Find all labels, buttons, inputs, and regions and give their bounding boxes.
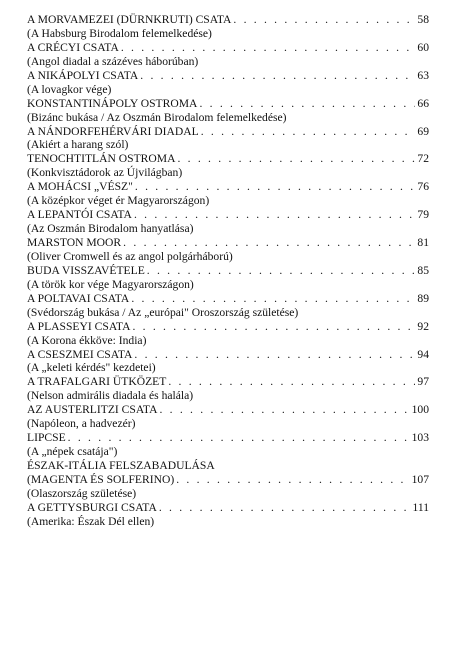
toc-entry	[27, 13, 429, 41]
toc-entry	[27, 97, 429, 125]
toc-entry-row	[27, 264, 429, 278]
dot-leader	[159, 501, 411, 515]
toc-entry-page: 81	[417, 236, 429, 249]
toc-entry-subtitle: (A Korona ékköve: India)	[27, 333, 147, 347]
toc-entry-subtitle: (A „népek csatája")	[27, 445, 118, 459]
toc-entry-subtitle: (A középkor véget ér Magyarországon)	[27, 194, 210, 208]
toc-entry-row	[27, 375, 429, 389]
toc-entry-title: A CRÉCYI CSATA	[27, 40, 119, 54]
toc-entry-title: A NÁNDORFEHÉRVÁRI DIADAL	[27, 124, 199, 138]
toc-entry-subtitle: (Konkvisztádorok az Újvilágban)	[27, 166, 183, 180]
dot-leader	[123, 236, 415, 250]
toc-entry-title: A POLTAVAI CSATA	[27, 291, 130, 305]
toc-entry-subtitle: (Bizánc bukása / Az Oszmán Birodalom felemelkedése)	[27, 110, 287, 124]
toc-entry-row	[27, 320, 429, 334]
toc-entry-page: 79	[417, 208, 429, 222]
toc-entry-title: A CSESZMEI CSATA	[27, 347, 133, 361]
dot-leader	[201, 125, 416, 139]
toc-entry-row	[27, 348, 429, 362]
toc-entry-row	[27, 152, 429, 166]
toc-entry-subtitle: (A Habsburg Birodalom felemelkedése)	[27, 26, 212, 40]
toc-entry	[27, 403, 429, 431]
toc-entry-title: A LEPANTÓI CSATA	[27, 208, 132, 222]
toc-entry-subtitle: (Svédország bukása / Az „európai" Oroszország születése)	[27, 305, 299, 319]
toc-entry-page: 97	[417, 375, 429, 389]
dot-leader	[147, 264, 416, 278]
dot-leader	[132, 320, 415, 334]
toc-entry-title: A PLASSEYI CSATA	[27, 319, 131, 333]
toc-entry-subtitle: (A „keleti kérdés" kezdetei)	[27, 361, 156, 375]
toc-entry-row	[27, 41, 429, 55]
dot-leader	[131, 292, 415, 306]
dot-leader	[121, 41, 416, 55]
toc-entry-subtitle: (Az Oszmán Birodalom hanyatlása)	[27, 222, 194, 236]
dot-leader	[159, 403, 409, 417]
toc-entry-page: 63	[417, 68, 429, 82]
toc-entry-pre-title: ÉSZAK-ITÁLIA FELSZABADULÁSA	[27, 459, 215, 472]
toc-entry	[27, 320, 429, 348]
toc-entry-title: A MORVAMEZEI (DÜRNKRUTI) CSATA	[27, 13, 232, 26]
toc-entry-row	[27, 431, 429, 445]
toc-entry-subtitle: (Oliver Cromwell és az angol polgárháború)	[27, 249, 233, 263]
toc-entry-title: A TRAFALGARI ÜTKÖZET	[27, 375, 167, 389]
toc-entry-page: 89	[417, 291, 429, 305]
dot-leader	[134, 348, 415, 362]
toc-entry-page: 111	[412, 500, 429, 514]
toc-entry-subtitle: (Napóleon, a hadvezér)	[27, 417, 136, 431]
toc-entry-title: LIPCSE	[27, 431, 66, 445]
toc-entry-row	[27, 236, 429, 250]
toc-entry-title: A GETTYSBURGI CSATA	[27, 500, 157, 514]
dot-leader	[140, 69, 415, 83]
toc-entry-subtitle: (A török kor vége Magyarországon)	[27, 277, 194, 291]
toc-entry-title: TENOCHTITLÁN OSTROMA	[27, 152, 176, 166]
toc-entry-subtitle: (A lovagkor vége)	[27, 82, 112, 96]
toc-entry-subtitle: (Akiért a harang szól)	[27, 138, 129, 152]
toc-entry	[27, 501, 429, 529]
toc-entry	[27, 69, 429, 97]
toc-entry-page: 103	[411, 431, 429, 445]
toc-entry	[27, 264, 429, 292]
toc-entry-row	[27, 292, 429, 306]
toc-entry-page: 76	[417, 180, 429, 194]
toc-entry-row	[27, 403, 429, 417]
dot-leader	[233, 13, 415, 27]
toc-entry-row	[27, 69, 429, 83]
dot-leader	[168, 375, 415, 389]
toc-entry-row	[27, 180, 429, 194]
toc-entry-page: 58	[417, 13, 429, 26]
toc-entry-row	[27, 13, 429, 27]
toc-entry-page: 107	[411, 472, 429, 486]
toc-entry-page: 85	[417, 263, 429, 277]
toc-entry-title: A MOHÁCSI „VÉSZ"	[27, 180, 133, 194]
toc-entry	[27, 41, 429, 69]
toc-entry-subtitle: (Olaszország születése)	[27, 486, 137, 500]
toc-entry-title: AZ AUSTERLITZI CSATA	[27, 403, 158, 417]
toc-entry-page: 92	[417, 319, 429, 333]
toc-entry-row	[27, 501, 429, 515]
toc-entry-page: 100	[411, 403, 429, 417]
toc-entry-subtitle: (Amerika: Észak Dél ellen)	[27, 514, 155, 528]
toc-entry	[27, 125, 429, 153]
toc-entry-subtitle: (Nelson admirális diadala és halála)	[27, 389, 194, 403]
toc-entry-title: A NIKÁPOLYI CSATA	[27, 68, 139, 82]
dot-leader	[68, 431, 410, 445]
toc-entry	[27, 459, 429, 501]
toc-entry-row	[27, 208, 429, 222]
toc-entry	[27, 431, 429, 459]
toc-entry-page: 60	[417, 40, 429, 54]
toc-entry-title: BUDA VISSZAVÉTELE	[27, 263, 145, 277]
toc-entry-page: 69	[417, 124, 429, 138]
toc-entry-page: 94	[417, 347, 429, 361]
toc-entry-title: KONSTANTINÁPOLY OSTROMA	[27, 96, 198, 110]
dot-leader	[134, 208, 415, 222]
dot-leader	[135, 180, 416, 194]
dot-leader	[199, 97, 415, 111]
toc-entry	[27, 208, 429, 236]
toc-entry-subtitle: (Angol diadal a százéves háborúban)	[27, 54, 199, 68]
dot-leader	[177, 152, 415, 166]
toc-entry-page: 72	[417, 152, 429, 166]
toc-entry-row	[27, 97, 429, 111]
toc-entry-title: (MAGENTA ÉS SOLFERINO)	[27, 472, 175, 486]
toc-entry	[27, 236, 429, 264]
table-of-contents	[27, 13, 429, 529]
toc-entry-row	[27, 125, 429, 139]
dot-leader	[176, 473, 409, 487]
toc-entry-title: MARSTON MOOR	[27, 236, 122, 249]
toc-entry	[27, 152, 429, 180]
toc-entry-row	[27, 473, 429, 487]
toc-entry-page: 66	[417, 96, 429, 110]
toc-entry	[27, 348, 429, 376]
toc-entry	[27, 375, 429, 403]
toc-entry	[27, 180, 429, 208]
toc-entry	[27, 292, 429, 320]
